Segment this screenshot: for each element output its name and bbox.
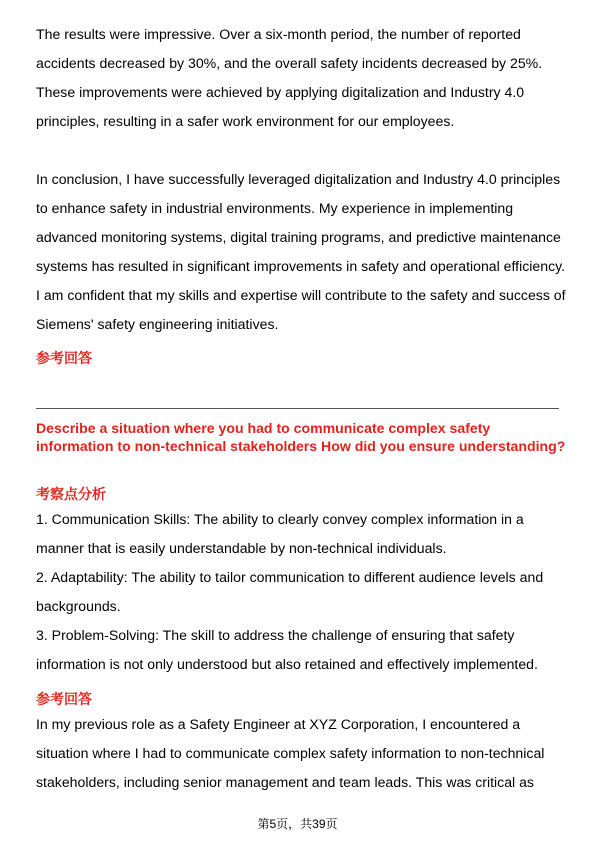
results-paragraph: The results were impressive. Over a six-month period, the number of reported accidents decreased by 30%, and the overall safety incidents decreased by 25%. These improvements were achieved by applying digitalization and Industry 4.0 principles, resulting in a safer work environment for our employees.	[36, 26, 543, 129]
reference-answer-heading: 参考回答	[36, 350, 92, 366]
question-heading: Describe a situation where you had to communicate complex safety information to non-technical stakeholders How did you ensure understanding?	[36, 420, 566, 454]
reference-answer-heading-2: 参考回答	[36, 691, 92, 707]
conclusion-paragraph: In conclusion, I have successfully leveraged digitalization and Industry 4.0 principles to enhance safety in industrial environments. My experience in implementing advanced monitoring systems, digital training programs, and predictive maintenance systems has resulted in significant improvements in safety and operational efficiency. I am confident that my skills and expertise will contribute to the safety and success of Siemens' safety engineering initiatives.	[36, 171, 566, 332]
analysis-point-3: 3. Problem-Solving: The skill to address the challenge of ensuring that safety information is not only understood but also retained and effectively implemented.	[36, 627, 538, 672]
analysis-point-1: 1. Communication Skills: The ability to clearly convey complex information in a manner that is easily understandable by non-technical individuals.	[36, 511, 524, 556]
answer-paragraph: In my previous role as a Safety Engineer at XYZ Corporation, I encountered a situation where I had to communicate complex safety information to non-technical stakeholders, including senior management and team leads. This was critical as	[36, 716, 545, 790]
page-footer: 第5页，共39页	[257, 817, 338, 831]
analysis-point-2: 2. Adaptability: The ability to tailor communication to different audience levels and backgrounds.	[36, 569, 544, 614]
analysis-heading: 考察点分析	[36, 486, 106, 502]
section-divider	[36, 408, 559, 409]
